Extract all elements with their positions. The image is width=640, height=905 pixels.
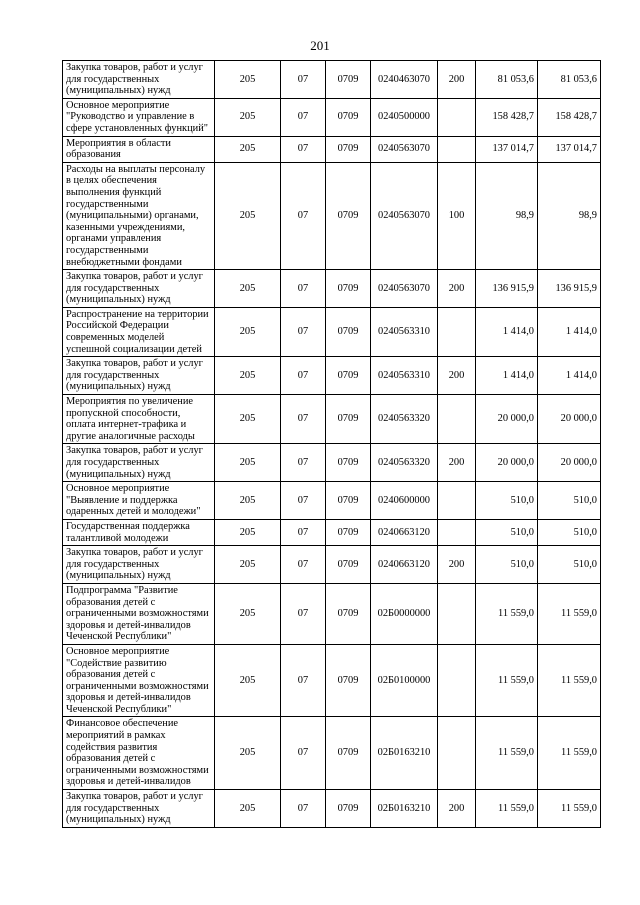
amount-total: 1 414,0 <box>476 357 538 395</box>
amount-total: 20 000,0 <box>476 444 538 482</box>
subsection-code: 0709 <box>326 546 371 584</box>
subsection-code: 0709 <box>326 482 371 520</box>
subsection-code: 0709 <box>326 790 371 828</box>
expense-type-code <box>438 136 476 162</box>
ministry-code: 205 <box>215 482 281 520</box>
expense-type-code <box>438 583 476 644</box>
amount-regional: 20 000,0 <box>538 444 601 482</box>
amount-regional: 1 414,0 <box>538 307 601 356</box>
section-code: 07 <box>281 61 326 99</box>
target-article-code: 0240600000 <box>371 482 438 520</box>
amount-regional: 137 014,7 <box>538 136 601 162</box>
ministry-code: 205 <box>215 790 281 828</box>
table-row <box>63 61 601 99</box>
expense-type-code <box>438 644 476 717</box>
expense-type-code <box>438 519 476 545</box>
item-name: Закупка товаров, работ и услуг для государственных (муниципальных) нужд <box>63 270 215 308</box>
amount-total: 1 414,0 <box>476 307 538 356</box>
table-row <box>63 546 601 584</box>
item-name: Мероприятия в области образования <box>63 136 215 162</box>
amount-total: 98,9 <box>476 162 538 269</box>
amount-total: 510,0 <box>476 482 538 520</box>
section-code: 07 <box>281 98 326 136</box>
target-article-code: 0240563070 <box>371 136 438 162</box>
section-code: 07 <box>281 395 326 444</box>
item-name: Основное мероприятие "Содействие развитию образования детей с ограниченными возможностями здоровья и детей-инвалидов Чеченской Республики" <box>63 644 215 717</box>
target-article-code: 0240663120 <box>371 519 438 545</box>
section-code: 07 <box>281 546 326 584</box>
ministry-code: 205 <box>215 136 281 162</box>
section-code: 07 <box>281 519 326 545</box>
expense-type-code <box>438 717 476 790</box>
table-row <box>63 482 601 520</box>
amount-regional: 158 428,7 <box>538 98 601 136</box>
amount-total: 11 559,0 <box>476 790 538 828</box>
subsection-code: 0709 <box>326 644 371 717</box>
table-row <box>63 790 601 828</box>
amount-regional: 510,0 <box>538 519 601 545</box>
amount-regional: 11 559,0 <box>538 644 601 717</box>
amount-total: 136 915,9 <box>476 270 538 308</box>
section-code: 07 <box>281 357 326 395</box>
item-name: Расходы на выплаты персоналу в целях обеспечения выполнения функций государственными (муниципальными) органами, казенными учреждениями, органами управления государственными внебюджетными фондами <box>63 162 215 269</box>
amount-total: 11 559,0 <box>476 717 538 790</box>
section-code: 07 <box>281 717 326 790</box>
table-row <box>63 162 601 269</box>
target-article-code: 0240563070 <box>371 270 438 308</box>
table-body <box>63 61 601 828</box>
table-row <box>63 136 601 162</box>
ministry-code: 205 <box>215 357 281 395</box>
expense-type-code <box>438 482 476 520</box>
section-code: 07 <box>281 270 326 308</box>
target-article-code: 0240663120 <box>371 546 438 584</box>
section-code: 07 <box>281 644 326 717</box>
subsection-code: 0709 <box>326 136 371 162</box>
amount-regional: 1 414,0 <box>538 357 601 395</box>
ministry-code: 205 <box>215 307 281 356</box>
table-row <box>63 270 601 308</box>
expense-type-code <box>438 395 476 444</box>
section-code: 07 <box>281 790 326 828</box>
amount-total: 137 014,7 <box>476 136 538 162</box>
section-code: 07 <box>281 482 326 520</box>
budget-table <box>62 60 601 828</box>
expense-type-code <box>438 98 476 136</box>
amount-regional: 11 559,0 <box>538 790 601 828</box>
expense-type-code: 200 <box>438 546 476 584</box>
subsection-code: 0709 <box>326 583 371 644</box>
table-row <box>63 395 601 444</box>
target-article-code: 02Б0100000 <box>371 644 438 717</box>
expense-type-code: 200 <box>438 61 476 99</box>
item-name: Мероприятия по увеличение пропускной способности, оплата интернет-трафика и другие аналогичные расходы <box>63 395 215 444</box>
ministry-code: 205 <box>215 162 281 269</box>
item-name: Основное мероприятие "Руководство и управление в сфере установленных функций" <box>63 98 215 136</box>
section-code: 07 <box>281 136 326 162</box>
item-name: Закупка товаров, работ и услуг для государственных (муниципальных) нужд <box>63 61 215 99</box>
target-article-code: 02Б0000000 <box>371 583 438 644</box>
subsection-code: 0709 <box>326 444 371 482</box>
table-row <box>63 583 601 644</box>
subsection-code: 0709 <box>326 519 371 545</box>
amount-total: 510,0 <box>476 519 538 545</box>
target-article-code: 02Б0163210 <box>371 790 438 828</box>
amount-total: 20 000,0 <box>476 395 538 444</box>
subsection-code: 0709 <box>326 307 371 356</box>
ministry-code: 205 <box>215 61 281 99</box>
target-article-code: 0240563320 <box>371 395 438 444</box>
subsection-code: 0709 <box>326 395 371 444</box>
amount-total: 81 053,6 <box>476 61 538 99</box>
item-name: Государственная поддержка талантливой молодежи <box>63 519 215 545</box>
expense-type-code: 200 <box>438 270 476 308</box>
table-row <box>63 307 601 356</box>
target-article-code: 0240563070 <box>371 162 438 269</box>
item-name: Основное мероприятие "Выявление и поддержка одаренных детей и молодежи" <box>63 482 215 520</box>
amount-regional: 510,0 <box>538 546 601 584</box>
subsection-code: 0709 <box>326 270 371 308</box>
item-name: Закупка товаров, работ и услуг для государственных (муниципальных) нужд <box>63 546 215 584</box>
item-name: Закупка товаров, работ и услуг для государственных (муниципальных) нужд <box>63 357 215 395</box>
section-code: 07 <box>281 583 326 644</box>
expense-type-code: 200 <box>438 444 476 482</box>
subsection-code: 0709 <box>326 61 371 99</box>
target-article-code: 0240563310 <box>371 307 438 356</box>
ministry-code: 205 <box>215 583 281 644</box>
ministry-code: 205 <box>215 644 281 717</box>
amount-total: 11 559,0 <box>476 583 538 644</box>
table-row <box>63 98 601 136</box>
ministry-code: 205 <box>215 444 281 482</box>
target-article-code: 0240563320 <box>371 444 438 482</box>
item-name: Закупка товаров, работ и услуг для государственных (муниципальных) нужд <box>63 444 215 482</box>
ministry-code: 205 <box>215 519 281 545</box>
target-article-code: 02Б0163210 <box>371 717 438 790</box>
ministry-code: 205 <box>215 546 281 584</box>
ministry-code: 205 <box>215 270 281 308</box>
table-row <box>63 444 601 482</box>
amount-regional: 11 559,0 <box>538 717 601 790</box>
subsection-code: 0709 <box>326 98 371 136</box>
ministry-code: 205 <box>215 98 281 136</box>
amount-regional: 136 915,9 <box>538 270 601 308</box>
table-row <box>63 357 601 395</box>
item-name: Подпрограмма "Развитие образования детей с ограниченными возможностями здоровья и детей-инвалидов Чеченской Республики" <box>63 583 215 644</box>
page-number: 201 <box>310 38 330 53</box>
expense-type-code: 100 <box>438 162 476 269</box>
section-code: 07 <box>281 444 326 482</box>
amount-regional: 81 053,6 <box>538 61 601 99</box>
amount-regional: 98,9 <box>538 162 601 269</box>
subsection-code: 0709 <box>326 162 371 269</box>
item-name: Закупка товаров, работ и услуг для государственных (муниципальных) нужд <box>63 790 215 828</box>
section-code: 07 <box>281 162 326 269</box>
amount-total: 11 559,0 <box>476 644 538 717</box>
amount-regional: 20 000,0 <box>538 395 601 444</box>
item-name: Распространение на территории Российской Федерации современных моделей успешной социализации детей <box>63 307 215 356</box>
subsection-code: 0709 <box>326 357 371 395</box>
subsection-code: 0709 <box>326 717 371 790</box>
item-name: Финансовое обеспечение мероприятий в рамках содействия развития образования детей с ограниченными возможностями здоровья и детей-инвалидов <box>63 717 215 790</box>
target-article-code: 0240500000 <box>371 98 438 136</box>
target-article-code: 0240563310 <box>371 357 438 395</box>
table-row <box>63 519 601 545</box>
amount-regional: 11 559,0 <box>538 583 601 644</box>
ministry-code: 205 <box>215 717 281 790</box>
expense-type-code: 200 <box>438 790 476 828</box>
table-row <box>63 644 601 717</box>
section-code: 07 <box>281 307 326 356</box>
amount-total: 158 428,7 <box>476 98 538 136</box>
ministry-code: 205 <box>215 395 281 444</box>
target-article-code: 0240463070 <box>371 61 438 99</box>
expense-type-code: 200 <box>438 357 476 395</box>
expense-type-code <box>438 307 476 356</box>
amount-regional: 510,0 <box>538 482 601 520</box>
amount-total: 510,0 <box>476 546 538 584</box>
table-row <box>63 717 601 790</box>
